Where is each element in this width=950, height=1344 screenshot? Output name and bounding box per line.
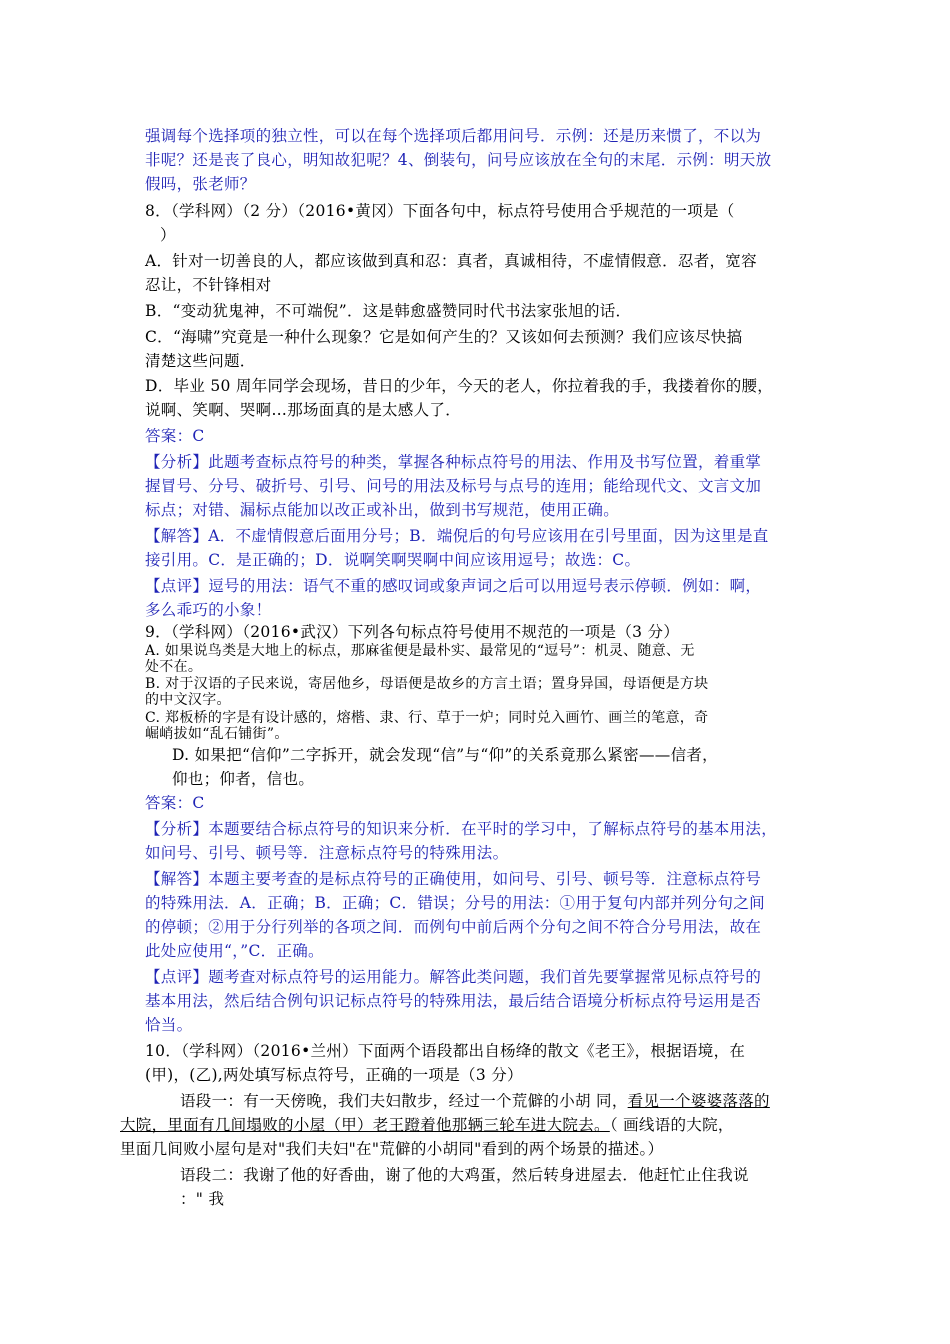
question-10-stem-cont: (甲)，(乙),两处填写标点符号，正确的一项是（3 分） bbox=[145, 1066, 523, 1084]
comment-8-cont: 多么乖巧的小象！ bbox=[145, 601, 272, 619]
option-a: A．针对一切善良的人，都应该做到真和忍：真者，真诚相待，不虚情假意．忍者，宽容 bbox=[145, 252, 757, 270]
question-8-stem-cont: ） bbox=[160, 226, 176, 244]
passage-1-line bbox=[120, 1114, 734, 1136]
solution-9-cont: 此处应使用“，”C．正确。 bbox=[145, 942, 324, 960]
comment-9: 【点评】题考查对标点符号的运用能力。解答此类问题，我们首先要掌握常见标点符号的 bbox=[145, 968, 762, 986]
option-c-cont: 清楚这些问题． bbox=[145, 352, 256, 370]
answer-8: 答案：C bbox=[145, 427, 205, 445]
solution-9: 【解答】本题主要考查的是标点符号的正确使用，如问号、引号、顿号等．注意标点符号 bbox=[145, 870, 762, 888]
solution-9-cont: 的特殊用法．A．正确；B．正确；C．错误；分号的用法：①用于复句内部并列分句之间 bbox=[145, 894, 765, 912]
text-line: 强调每个选择项的独立性，可以在每个选择项后都用问号．示例：还是历来惯了，不以为 bbox=[145, 127, 762, 145]
comment-9-cont: 恰当。 bbox=[145, 1016, 193, 1034]
answer-9: 答案：C bbox=[145, 794, 205, 812]
text-line: 非呢？还是丧了良心，明知故犯呢？4、倒装句，问号应该放在全句的末尾．示例：明天放 bbox=[145, 151, 772, 169]
question-10-stem: 10．（学科网）（2016•兰州）下面两个语段都出自杨绛的散文《老王》，根据语境，在 bbox=[145, 1042, 746, 1060]
option-a-cont: 处不在。 bbox=[145, 659, 203, 675]
option-d: D. 如果把“信仰”二字拆开，就会发现“信”与“仰”的关系竟那么紧密——信者， bbox=[172, 746, 718, 764]
option-c-cont: 崛峭拔如“乱石铺街”。 bbox=[145, 726, 289, 742]
analysis-8-cont: 标点；对错、漏标点能加以改正或补出，做到书写规范，使用正确。 bbox=[145, 501, 620, 519]
passage-2-line: ：" 我 bbox=[180, 1190, 225, 1208]
option-b-cont: 的中文汉字。 bbox=[145, 692, 231, 708]
passage-text: 语段一：有一天傍晚，我们夫妇散步，经过一个荒僻的小胡 同， bbox=[180, 1092, 628, 1110]
comment-8: 【点评】逗号的用法：语气不重的感叹词或象声词之后可以用逗号表示停顿．例如：啊， bbox=[145, 577, 762, 595]
analysis-9: 【分析】本题要结合标点符号的知识来分析．在平时的学习中，了解标点符号的基本用法， bbox=[145, 820, 778, 838]
question-8-stem: 8．（学科网）（2 分）（2016•黄冈）下面各句中，标点符号使用合乎规范的一项是（ bbox=[145, 202, 735, 220]
option-d: D．毕业 50 周年同学会现场，昔日的少年，今天的老人，你拉着我的手，我搂着你的腰， bbox=[145, 377, 774, 395]
underlined-text: 大院，里面有几间塌败的小屋（甲）老王蹬着他那辆三轮车进大院去。 bbox=[120, 1116, 610, 1134]
analysis-9-cont: 如问号、引号、顿号等．注意标点符号的特殊用法。 bbox=[145, 844, 509, 862]
analysis-8-cont: 握冒号、分号、破折号、引号、问号的用法及标号与点号的连用；能给现代文、文言文加 bbox=[145, 477, 762, 495]
option-a: A. 如果说鸟类是大地上的标点，那麻雀便是最朴实、最常见的“逗号”：机灵、随意、无 bbox=[145, 643, 695, 659]
option-c: C. 郑板桥的字是有设计感的，熔楷、隶、行、草于一炉；同时兑入画竹、画兰的笔意，奇 bbox=[145, 710, 709, 726]
solution-8-cont: 接引用。C．是正确的；D．说啊笑啊哭啊中间应该用逗号；故选：C。 bbox=[145, 551, 641, 569]
text-line: 假吗，张老师？ bbox=[145, 175, 256, 193]
comment-9-cont: 基本用法，然后结合例句识记标点符号的特殊用法，最后结合语境分析标点符号运用是否 bbox=[145, 992, 762, 1010]
underlined-text: 看见一个婆婆落落的 bbox=[627, 1092, 770, 1110]
option-c: C．“海啸”究竟是一种什么现象？它是如何产生的？又该如何去预测？我们应该尽快搞 bbox=[145, 328, 743, 346]
passage-1-line: 里面几间败小屋句是对"我们夫妇"在"荒僻的小胡同"看到的两个场景的描述。） bbox=[120, 1140, 664, 1158]
question-9-stem: 9．（学科网）（2016•武汉）下列各句标点符号使用不规范的一项是（3 分） bbox=[145, 623, 680, 641]
option-b: B. 对于汉语的子民来说，寄居他乡，母语便是故乡的方言土语；置身异国，母语便是方块 bbox=[145, 676, 709, 692]
option-d-cont: 仰也；仰者，信也。 bbox=[172, 770, 315, 788]
option-a-cont: 忍让，不针锋相对 bbox=[145, 276, 272, 294]
solution-9-cont: 的停顿；②用于分行列举的各项之间．而例句中前后两个分句之间不符合分号用法，故在 bbox=[145, 918, 762, 936]
passage-note: （ 画线语的大院， bbox=[609, 1116, 734, 1134]
solution-8: 【解答】A．不虚情假意后面用分号；B．端倪后的句号应该用在引号里面，因为这里是直 bbox=[145, 527, 769, 545]
analysis-8: 【分析】此题考查标点符号的种类，掌握各种标点符号的用法、作用及书写位置，着重掌 bbox=[145, 453, 762, 471]
option-b: B．“变动犹鬼神，不可端倪”．这是韩愈盛赞同时代书法家张旭的话． bbox=[145, 302, 632, 320]
option-d-cont: 说啊、笑啊、哭啊…那场面真的是太感人了． bbox=[145, 401, 462, 419]
passage-2-line: 语段二：我谢了他的好香曲，谢了他的大鸡蛋，然后转身进屋去．他赶忙止住我说 bbox=[180, 1166, 749, 1184]
passage-1-line bbox=[180, 1090, 770, 1112]
